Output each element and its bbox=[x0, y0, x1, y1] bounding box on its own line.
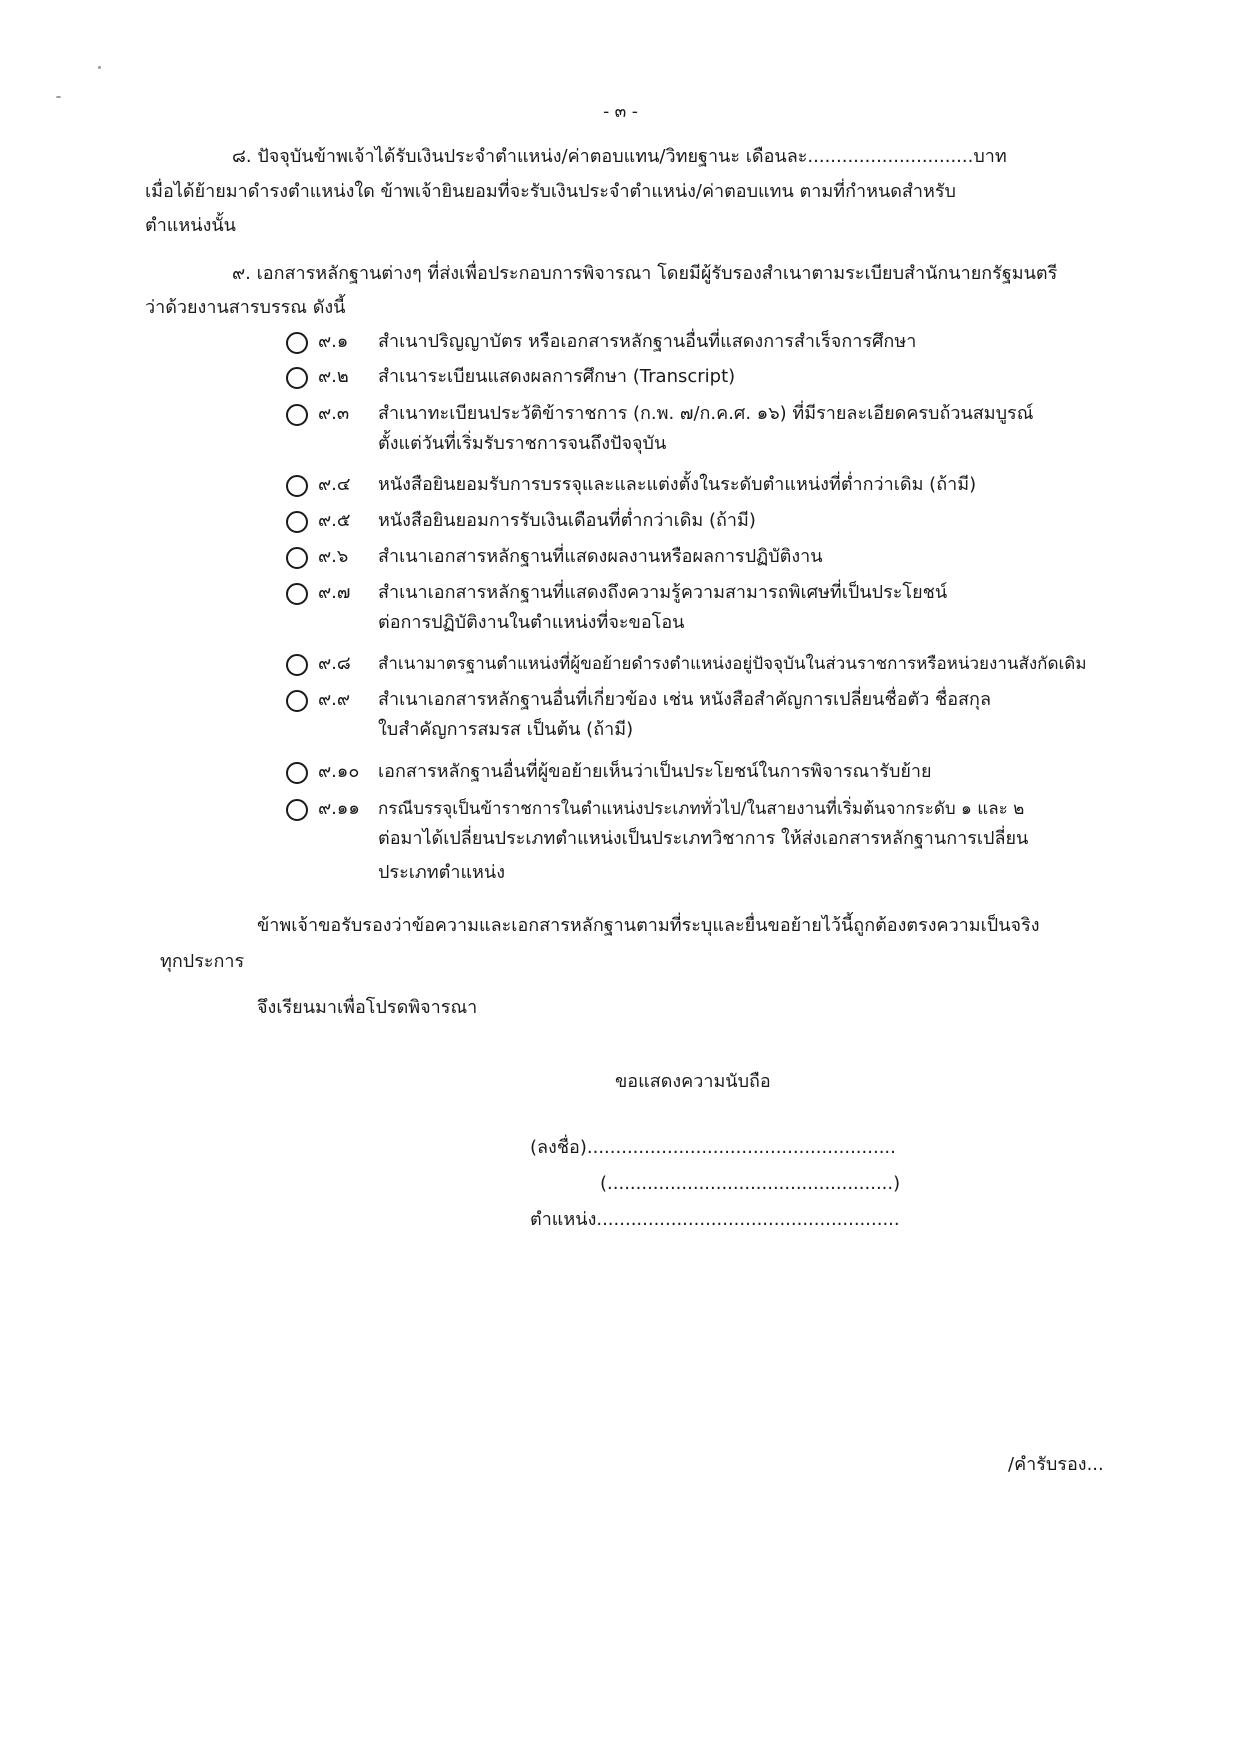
option-text: สำเนาเอกสารหลักฐานที่แสดงถึงความรู้ความสามารถพิเศษที่เป็นประโยชน์ bbox=[378, 582, 948, 603]
option-text: เอกสารหลักฐานอื่นที่ผู้ขอย้ายเห็นว่าเป็นประโยชน์ในการพิจารณารับย้าย bbox=[378, 761, 932, 782]
option-text-continued: ต่อการปฏิบัติงานในตำแหน่งที่จะขอโอน bbox=[378, 612, 685, 633]
option-number: ๙.๑๐ bbox=[318, 761, 360, 782]
radio-circle-icon[interactable] bbox=[286, 511, 308, 533]
scan-speck bbox=[56, 96, 61, 98]
radio-circle-icon[interactable] bbox=[286, 475, 308, 497]
continued-marker: /คำรับรอง... bbox=[1008, 1454, 1104, 1475]
option-text: หนังสือยินยอมการรับเงินเดือนที่ต่ำกว่าเดิม (ถ้ามี) bbox=[378, 510, 756, 531]
option-text-continued: ต่อมาได้เปลี่ยนประเภทตำแหน่งเป็นประเภทวิชาการ ให้ส่งเอกสารหลักฐานการเปลี่ยน bbox=[378, 828, 1029, 849]
radio-circle-icon[interactable] bbox=[286, 404, 308, 426]
item9-line2: ว่าด้วยงานสารบรรณ ดังนี้ bbox=[145, 297, 346, 318]
radio-circle-icon[interactable] bbox=[286, 654, 308, 676]
radio-circle-icon[interactable] bbox=[286, 332, 308, 354]
name-line: (..................................................) bbox=[600, 1173, 901, 1194]
item8-line1: ๘. ปัจจุบันข้าพเจ้าได้รับเงินประจำตำแหน่ง/ค่าตอบแทน/วิทยฐานะ เดือนละ.............................บาท bbox=[232, 146, 1007, 167]
radio-circle-icon[interactable] bbox=[286, 367, 308, 389]
option-text-continued: ตั้งแต่วันที่เริ่มรับราชการจนถึงปัจจุบัน bbox=[378, 433, 667, 454]
option-text-continued-2: ประเภทตำแหน่ง bbox=[378, 862, 506, 883]
certify-line2: ทุกประการ bbox=[160, 951, 245, 972]
position-line: ตำแหน่ง..................................................... bbox=[530, 1209, 900, 1230]
option-number: ๙.๕ bbox=[318, 510, 351, 531]
option-number: ๙.๓ bbox=[318, 403, 350, 424]
page-number: - ๓ - bbox=[603, 102, 638, 122]
item8-line2: เมื่อได้ย้ายมาดำรงตำแหน่งใด ข้าพเจ้ายินยอมที่จะรับเงินประจำตำแหน่ง/ค่าตอบแทน ตามที่กำหนดสำหรับ bbox=[145, 181, 956, 202]
radio-circle-icon[interactable] bbox=[286, 690, 308, 712]
option-text: หนังสือยินยอมรับการบรรจุและและแต่งตั้งในระดับตำแหน่งที่ต่ำกว่าเดิม (ถ้ามี) bbox=[378, 474, 977, 495]
option-text-continued: ใบสำคัญการสมรส เป็นต้น (ถ้ามี) bbox=[378, 719, 634, 740]
option-number: ๙.๘ bbox=[318, 653, 351, 674]
option-number: ๙.๑๑ bbox=[318, 798, 360, 819]
closing-text: จึงเรียนมาเพื่อโปรดพิจารณา bbox=[257, 997, 478, 1018]
option-number: ๙.๙ bbox=[318, 689, 351, 710]
certify-line1: ข้าพเจ้าขอรับรองว่าข้อความและเอกสารหลักฐานตามที่ระบุและยื่นขอย้ายไว้นี้ถูกต้องตรงความเป็นจริง bbox=[257, 915, 1040, 936]
option-text: สำเนาทะเบียนประวัติข้าราชการ (ก.พ. ๗/ก.ค.ศ. ๑๖) ที่มีรายละเอียดครบถ้วนสมบูรณ์ bbox=[378, 403, 1034, 424]
option-text: กรณีบรรจุเป็นข้าราชการในตำแหน่งประเภททั่วไป/ในสายงานที่เริ่มต้นจากระดับ ๑ และ ๒ bbox=[378, 799, 1025, 819]
item9-line1: ๙. เอกสารหลักฐานต่างๆ ที่ส่งเพื่อประกอบการพิจารณา โดยมีผู้รับรองสำเนาตามระเบียบสำนักนายกรัฐมนตรี bbox=[232, 263, 1058, 284]
option-number: ๙.๔ bbox=[318, 474, 351, 495]
option-number: ๙.๗ bbox=[318, 582, 351, 603]
option-number: ๙.๑ bbox=[318, 331, 349, 352]
item8-line3: ตำแหน่งนั้น bbox=[145, 215, 236, 236]
option-text: สำเนาปริญญาบัตร หรือเอกสารหลักฐานอื่นที่แสดงการสำเร็จการศึกษา bbox=[378, 331, 917, 352]
option-text: สำเนาระเบียนแสดงผลการศึกษา (Transcript) bbox=[378, 366, 736, 387]
regards-text: ขอแสดงความนับถือ bbox=[615, 1071, 771, 1092]
option-text: สำเนาเอกสารหลักฐานที่แสดงผลงานหรือผลการปฏิบัติงาน bbox=[378, 546, 823, 567]
option-text: สำเนาเอกสารหลักฐานอื่นที่เกี่ยวข้อง เช่น หนังสือสำคัญการเปลี่ยนชื่อตัว ชื่อสกุล bbox=[378, 689, 991, 710]
signature-line: (ลงชื่อ)...................................................... bbox=[530, 1137, 896, 1158]
radio-circle-icon[interactable] bbox=[286, 762, 308, 784]
option-text: สำเนามาตรฐานตำแหน่งที่ผู้ขอย้ายดำรงตำแหน่งอยู่ปัจจุบันในส่วนราชการหรือหน่วยงานสังกัดเดิม bbox=[378, 654, 1087, 674]
radio-circle-icon[interactable] bbox=[286, 547, 308, 569]
radio-circle-icon[interactable] bbox=[286, 799, 308, 821]
option-number: ๙.๖ bbox=[318, 546, 349, 567]
radio-circle-icon[interactable] bbox=[286, 583, 308, 605]
scan-speck bbox=[98, 66, 101, 69]
option-number: ๙.๒ bbox=[318, 366, 349, 387]
